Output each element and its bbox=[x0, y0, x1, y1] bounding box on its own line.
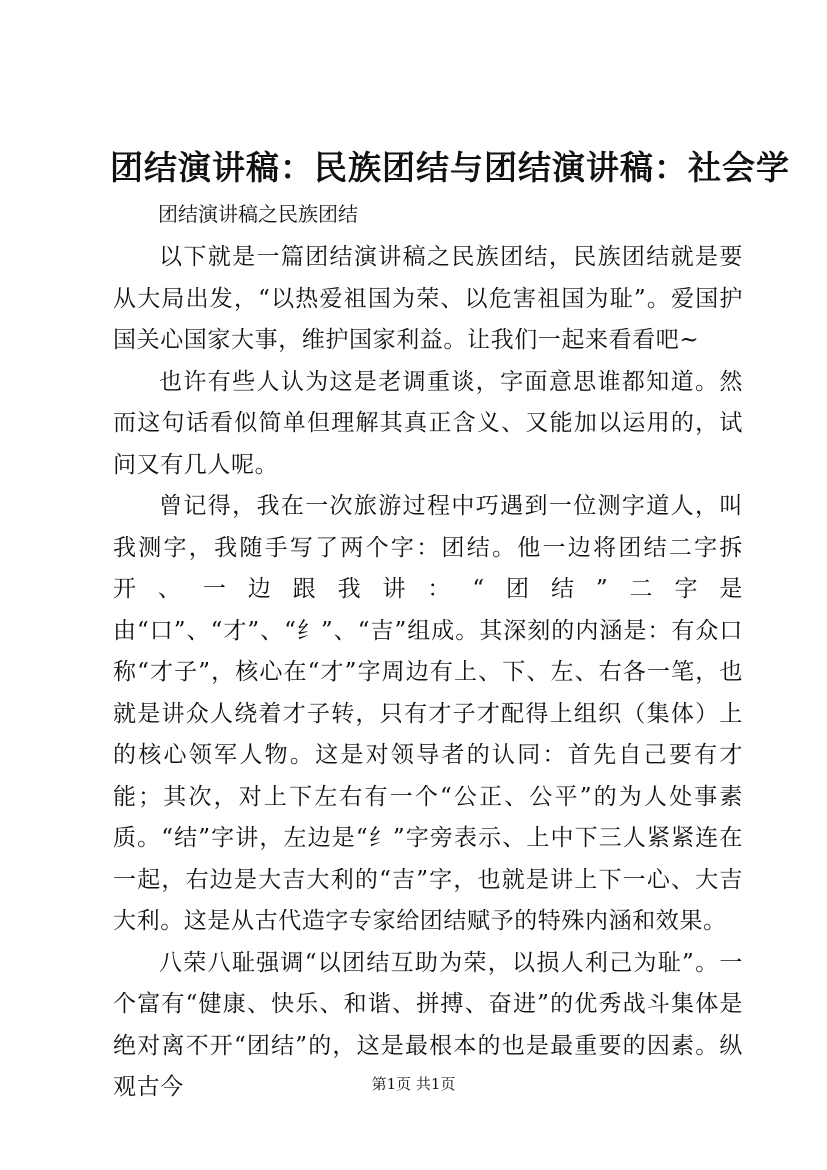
document-body bbox=[113, 237, 743, 1109]
paragraph: 以下就是一篇团结演讲稿之民族团结，民族团结就是要从大局出发，“以热爱祖国为荣、以危害祖国为耻”。爱国护国关心国家大事，维护国家利益。让我们一起来看看吧~ bbox=[113, 244, 743, 353]
document-subtitle: 团结演讲稿之民族团结 bbox=[158, 202, 358, 226]
paragraph: 八荣八耻强调“以团结互助为荣，以损人利己为耻”。一个富有“健康、快乐、和谐、拼搏、奋进”的优秀战斗集体是绝对离不开“团结”的，这是最根本的也是最重要的因素。纵观古今 bbox=[113, 949, 743, 1100]
document-title: 团结演讲稿：民族团结与团结演讲稿：社会学 bbox=[110, 148, 790, 187]
paragraph: 也许有些人认为这是老调重谈，字面意思谁都知道。然而这句话看似简单但理解其真正含义、又能加以运用的，试问又有几人呢。 bbox=[113, 368, 743, 478]
paragraph: 曾记得，我在一次旅游过程中巧遇到一位测字道人，叫我测字，我随手写了两个字：团结。他一边将团结二字拆开、一边跟我讲：“团结”二字是由“口”、“才”、“纟”、“吉”组成。其深刻的内涵是：有众口称“才子”，核心在“才”字周边有上、下、左、右各一笔，也就是讲众人绕着才子转，只有才子才配得上组织（集体）上的核心领军人物。这是对领导者的认同：首先自己要有才能；其次，对上下左右有一个“公正、公平”的为人处事素质。“结”字讲，左边是“纟”字旁表示、上中下三人紧紧连在一起，右边是大吉大利的“吉”字，也就是讲上下一心、大吉大利。这是从古代造字专家给团结赋予的特殊内涵和效果。 bbox=[113, 493, 743, 934]
page-footer: 第1页 共1页 bbox=[371, 1075, 456, 1093]
